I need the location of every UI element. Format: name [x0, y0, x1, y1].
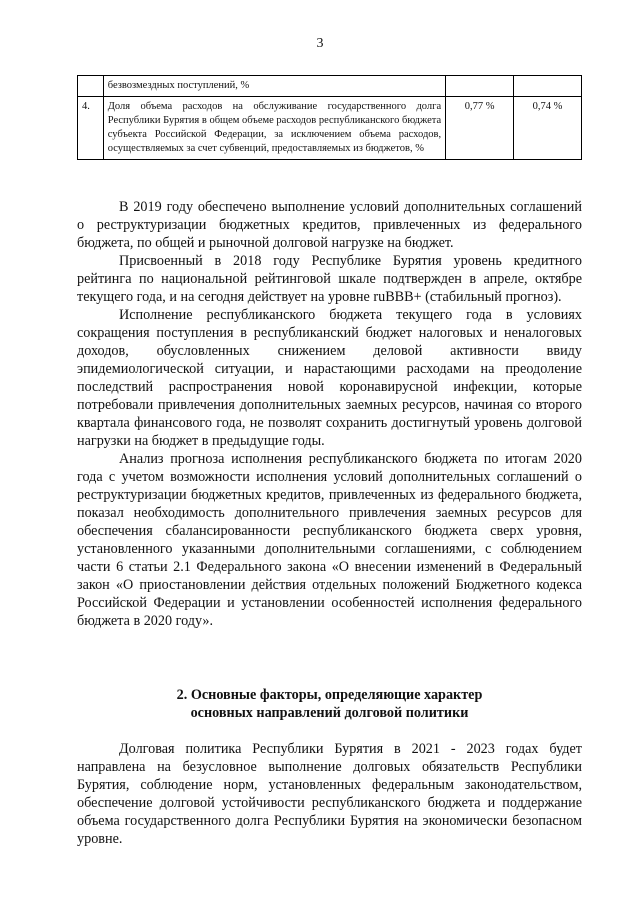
indicators-table-continuation [77, 75, 582, 160]
paragraph: Анализ прогноза исполнения республиканского бюджета по итогам 2020 года с учетом возможности исполнения условий дополнительных соглашений о реструктуризации бюджетных кредитов, привлеченных из федерального бюджета, показал необходимость дополнительного привлечения заемных ресурсов для обеспечения сбалансированности республиканского бюджета сверх уровня, установленного указанными дополнительными соглашениями, с соблюдением части 6 статьи 2.1 Федерального закона «О внесении изменений в Федеральный закон «О приостановлении действия отдельных положений Бюджетного кодекса Российской Федерации и установлении особенностей исполнения федерального бюджета в 2020 году». [77, 451, 582, 629]
row-number [78, 76, 104, 97]
body-text-section-1 [77, 198, 582, 630]
row-value-2: 0,74 % [514, 97, 582, 160]
page-number: 3 [316, 36, 324, 51]
body-text-section-2 [77, 740, 582, 848]
table-row [78, 76, 582, 97]
row-value-2 [514, 76, 582, 97]
row-description: безвозмездных поступлений, % [103, 76, 445, 97]
heading-line-1: 2. Основные факторы, определяющие характер [176, 687, 483, 703]
row-value-1: 0,77 % [446, 97, 514, 160]
row-value-1 [446, 76, 514, 97]
heading-line-2: основных направлений долговой политики [190, 705, 469, 721]
section-heading [77, 686, 582, 722]
paragraph: В 2019 году обеспечено выполнение условий дополнительных соглашений о реструктуризации бюджетных кредитов, привлеченных из федерального бюджета, по общей и рыночной долговой нагрузке на бюджет. [77, 199, 582, 251]
paragraph: Присвоенный в 2018 году Республике Бурятия уровень кредитного рейтинга по национальной рейтинговой шкале подтвержден в апреле, октябре текущего года, и на сегодня действует на уровне ruBBB+ (стабильный прогноз). [77, 253, 582, 305]
table-row [78, 97, 582, 160]
paragraph: Долговая политика Республики Бурятия в 2021 - 2023 годах будет направлена на безусловное выполнение долговых обязательств Республики Бурятия, соблюдение норм, установленных федеральным законодательством, обеспечение долговой устойчивости республиканского бюджета и поддержание объема государственного долга Республики Бурятия на экономически безопасном уровне. [77, 741, 582, 847]
row-number: 4. [78, 97, 104, 160]
paragraph: Исполнение республиканского бюджета текущего года в условиях сокращения поступления в республиканский бюджет налоговых и неналоговых доходов, обусловленных снижением деловой активности ввиду эпидемиологической ситуации, и нарастающими расходами на преодоление последствий распространения новой коронавирусной инфекции, которые потребовали привлечения дополнительных заемных ресурсов, начиная со второго квартала финансового года, не позволят сохранить достигнутый уровень долговой нагрузки на бюджет в предыдущие годы. [77, 307, 582, 449]
row-description: Доля объема расходов на обслуживание государственного долга Республики Бурятия в общем объеме расходов республиканского бюджета субъекта Российской Федерации, за исключением объема расходов, осуществляемых за счет субвенций, предоставляемых из бюджетов, % [103, 97, 445, 160]
